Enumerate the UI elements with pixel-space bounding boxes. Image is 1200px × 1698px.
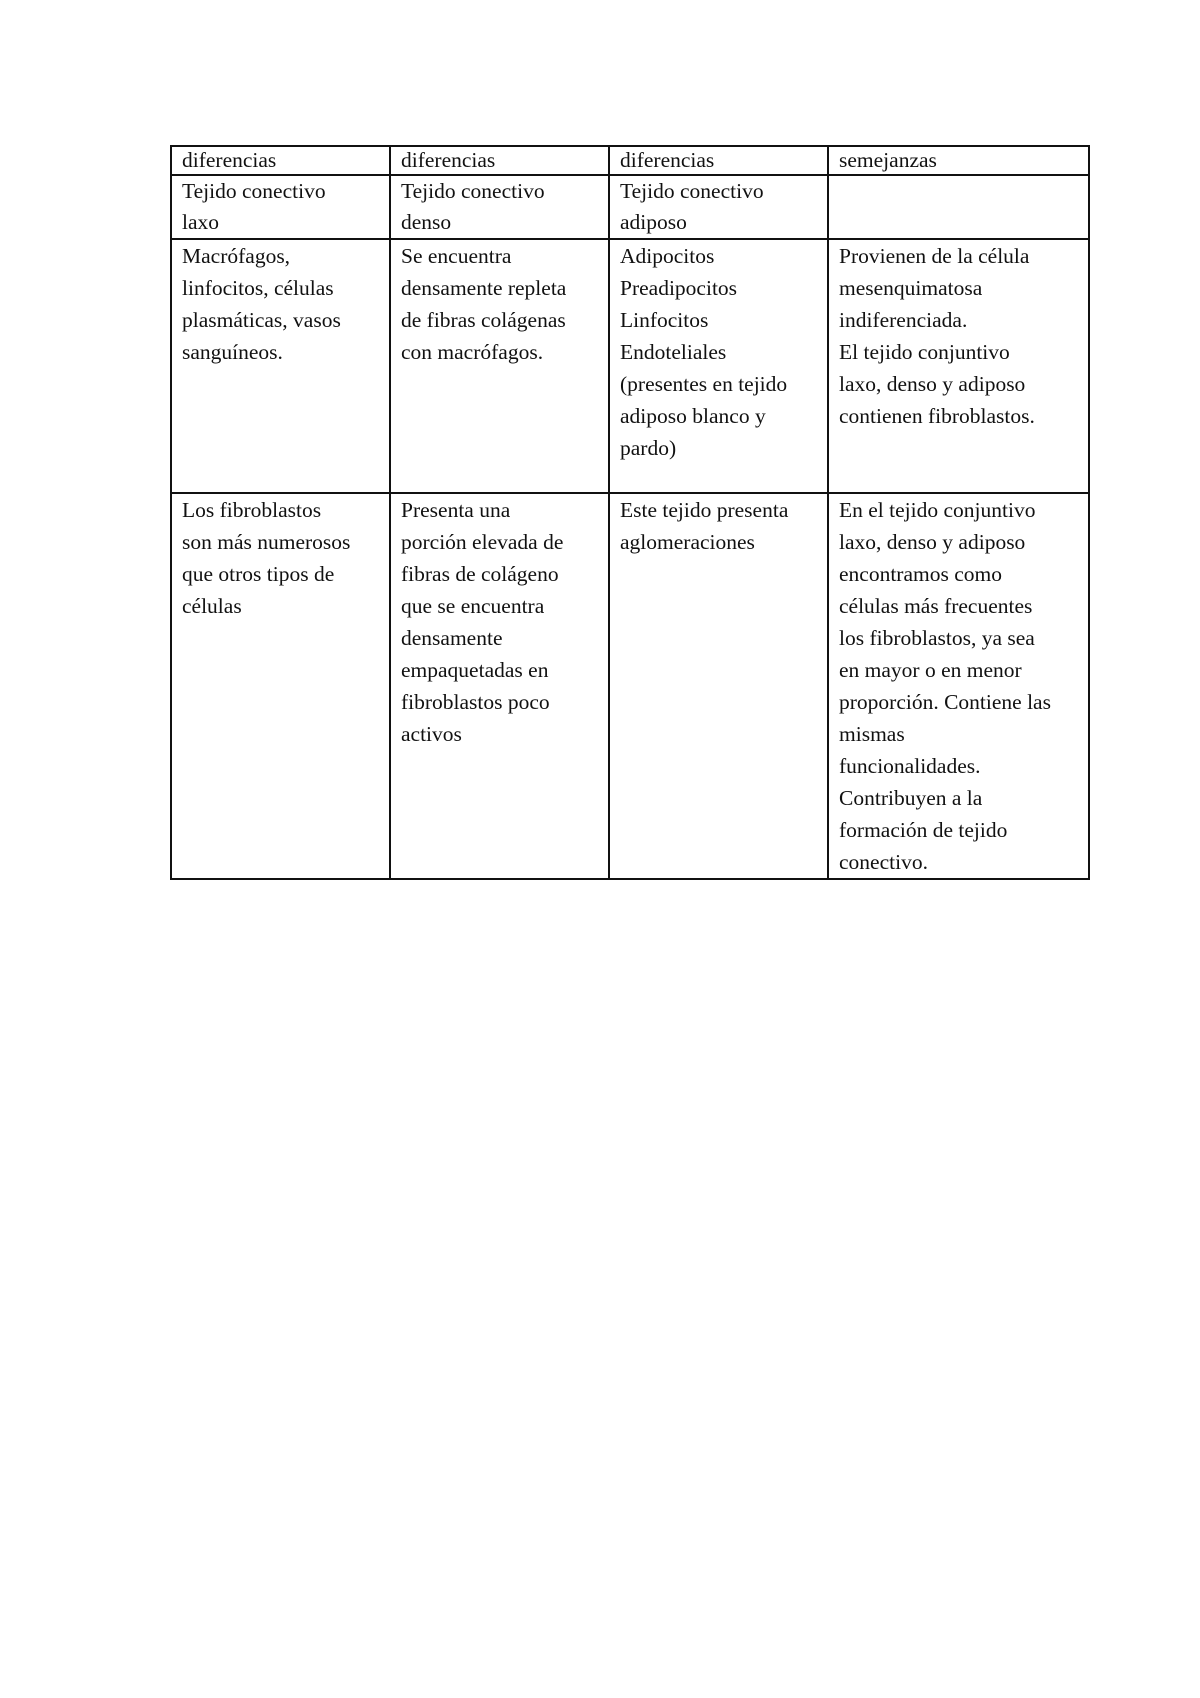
table-cell: En el tejido conjuntivo laxo, denso y adiposo encontramos como células más frecuentes los fibroblastos, ya sea en mayor o en menor proporción. Contiene las mismas funcionalidades. Contribuyen a la formación de tejido conectivo. [828,493,1089,879]
table-cell: Adipocitos Preadipocitos Linfocitos Endoteliales (presentes en tejido adiposo blanco y pardo) [609,239,828,493]
table-header-row [171,146,1089,175]
table-cell: Se encuentra densamente repleta de fibras colágenas con macrófagos. [390,239,609,493]
table-cell: Los fibroblastos son más numerosos que otros tipos de células [171,493,390,879]
table-cell: Presenta una porción elevada de fibras de colágeno que se encuentra densamente empaquetadas en fibroblastos poco activos [390,493,609,879]
table-cell: Tejido conectivo denso [390,175,609,239]
table-row [171,175,1089,239]
table-cell: Macrófagos, linfocitos, células plasmáticas, vasos sanguíneos. [171,239,390,493]
table-row [171,493,1089,879]
table-row [171,239,1089,493]
table-cell-empty [828,175,1089,239]
table-cell: Provienen de la célula mesenquimatosa indiferenciada. El tejido conjuntivo laxo, denso y adiposo contienen fibroblastos. [828,239,1089,493]
comparison-table [170,145,1090,880]
header-cell-differences-2: diferencias [390,146,609,175]
table-cell: Este tejido presenta aglomeraciones [609,493,828,879]
header-cell-similarities: semejanzas [828,146,1089,175]
table-cell: Tejido conectivo adiposo [609,175,828,239]
header-cell-differences-1: diferencias [171,146,390,175]
table-cell: Tejido conectivo laxo [171,175,390,239]
header-cell-differences-3: diferencias [609,146,828,175]
